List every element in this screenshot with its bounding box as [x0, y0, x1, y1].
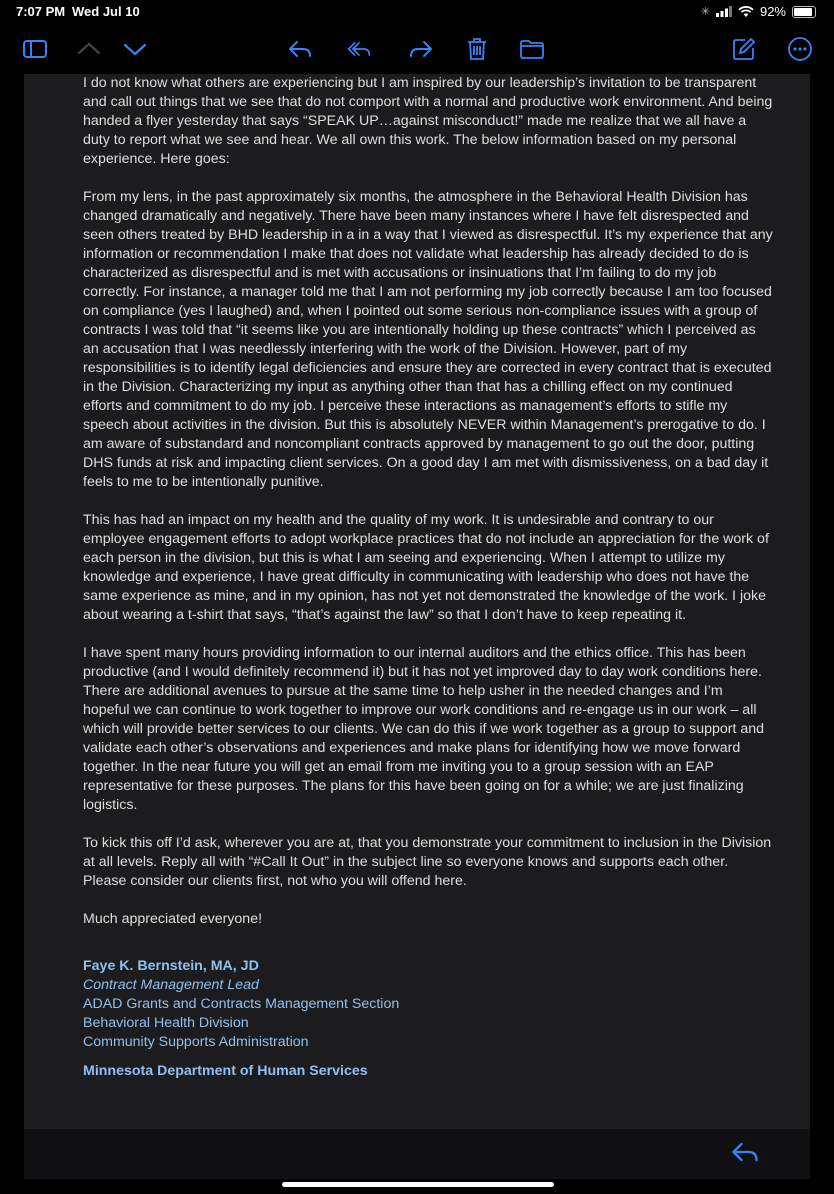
- sidebar-toggle-button[interactable]: [21, 35, 49, 63]
- loading-spinner-icon: ✳: [700, 6, 710, 18]
- more-icon: [787, 36, 813, 62]
- signature-department: Minnesota Department of Human Services: [83, 1063, 368, 1079]
- forward-icon: [408, 36, 434, 62]
- compose-button[interactable]: [730, 35, 758, 63]
- reply-all-button[interactable]: [345, 35, 373, 63]
- email-paragraph: This has had an impact on my health and the quality of my work. It is undesirable and contrary to our employee engagement efforts to adopt workplace practices that do not include an appreciation for the work of each person in the division, but this is what I am seeing and experiencing. When I attempt to utilize my knowledge and experience, I have great difficulty in communicating with leadership who does not have the same experience as mine, and in my opinion, has not yet not demonstrated the knowledge of the work. I joke about wearing a t-shirt that says, “that’s against the law” so that I don’t have to keep repeating it.: [83, 512, 769, 623]
- move-to-folder-button[interactable]: [518, 35, 546, 63]
- chevron-down-icon: [122, 36, 148, 62]
- more-options-button[interactable]: [786, 35, 814, 63]
- folder-icon: [519, 36, 545, 62]
- forward-button[interactable]: [407, 35, 435, 63]
- email-panel: [24, 74, 810, 1129]
- email-paragraph: Much appreciated everyone!: [83, 911, 263, 927]
- reply-bottom-button[interactable]: [730, 1137, 760, 1167]
- status-date: Wed Jul 10: [72, 4, 140, 19]
- home-indicator[interactable]: [282, 1182, 554, 1187]
- previous-message-button[interactable]: [75, 35, 103, 63]
- email-paragraph: To kick this off I’d ask, wherever you are at, that you demonstrate your commitment to inclusion in the Division at all levels. Reply all with “#Call It Out” in the subject line so everyone knows and supports each other. Please consider our clients first, not who you will offend here.: [83, 835, 772, 889]
- sidebar-icon: [22, 36, 48, 62]
- signature-division: Behavioral Health Division: [83, 1015, 249, 1031]
- signature-section: ADAD Grants and Contracts Management Section: [83, 996, 400, 1012]
- cellular-signal-icon: [716, 6, 732, 17]
- signature-administration: Community Supports Administration: [83, 1034, 309, 1050]
- reply-icon: [287, 36, 313, 62]
- reply-icon: [730, 1137, 760, 1167]
- status-time: 7:07 PM: [16, 4, 66, 19]
- battery-percent: 92%: [759, 4, 786, 19]
- signature-role: Contract Management Lead: [83, 977, 259, 993]
- next-message-button[interactable]: [121, 35, 149, 63]
- email-paragraph: From my lens, in the past approximately six months, the atmosphere in the Behavioral Health Division has changed dramatically and negatively. There have been many instances where I have felt disrespected and seen others treated by BHD leadership in a in a way that I viewed as disrespectful. It’s my experience that any information or recommendation I make that does not validate what leadership has already decided to do is characterized as disrespectful and is met with accusations or insinuations that I’m failing to do my job correctly. For instance, a manager told me that I am not performing my job correctly because I am too focused on compliance (yes I laughed) and, when I pointed out some serious non-compliance issues with a group of contracts I was told that “it seems like you are intentionally holding up these contracts” which I perceived as an accusation that I was needlessly interfering with the work of the Division. However, part of my responsibilities is to identify legal deficiencies and ensure they are corrected in every contract that is executed in the Division. Characterizing my input as anything other than that has a chilling effect on my continued efforts and commitment to do my job. I perceive these interactions as management’s efforts to stifle my speech about activities in the division. But this is absolutely NEVER within Management’s prerogative to do. I am aware of substandard and noncompliant contracts approved by management to go out the door, putting DHS funds at risk and impacting client services. On a good day I am met with dismissiveness, on a bad day it feels to me to be intentionally punitive.: [83, 189, 773, 490]
- email-signature: [83, 957, 773, 1081]
- trash-icon: [464, 36, 490, 62]
- compose-icon: [731, 36, 757, 62]
- email-body: [83, 74, 773, 1081]
- mail-toolbar: [0, 24, 834, 74]
- signature-name: Faye K. Bernstein, MA, JD: [83, 958, 259, 974]
- email-paragraph: I have spent many hours providing information to our internal auditors and the ethics office. This has been productive (and I would definitely recommend it) but it has not yet improved day to day work conditions here. There are additional avenues to pursue at the same time to help usher in the needed changes and I’m hopeful we can continue to work together to improve our work conditions and re-engage us in our work – all which will provide better services to our clients. We can do this if we work together as a group to support and validate each other’s observations and experiences and make plans for identifying how we move forward together. In the near future you will get an email from me inviting you to a group session with an EAP representative for these purposes. The plans for this have been going on for a while; we are just finalizing logistics.: [83, 645, 765, 813]
- status-bar: [0, 0, 834, 24]
- status-right: [701, 4, 816, 19]
- reply-button[interactable]: [286, 35, 314, 63]
- battery-icon: [792, 6, 816, 18]
- trash-button[interactable]: [463, 35, 491, 63]
- wifi-icon: [738, 6, 754, 18]
- reply-all-icon: [346, 36, 372, 62]
- email-paragraph: I do not know what others are experiencing but I am inspired by our leadership’s invitation to be transparent and call out things that we see that do not comport with a normal and productive work environment. And being handed a flyer yesterday that says “SPEAK UP…against misconduct!” made me realize that we all have a duty to report what we see and hear. We all own this work. The below information based on my personal experience. Here goes:: [83, 75, 773, 167]
- chevron-up-icon: [76, 36, 102, 62]
- bottom-bar: [24, 1129, 810, 1179]
